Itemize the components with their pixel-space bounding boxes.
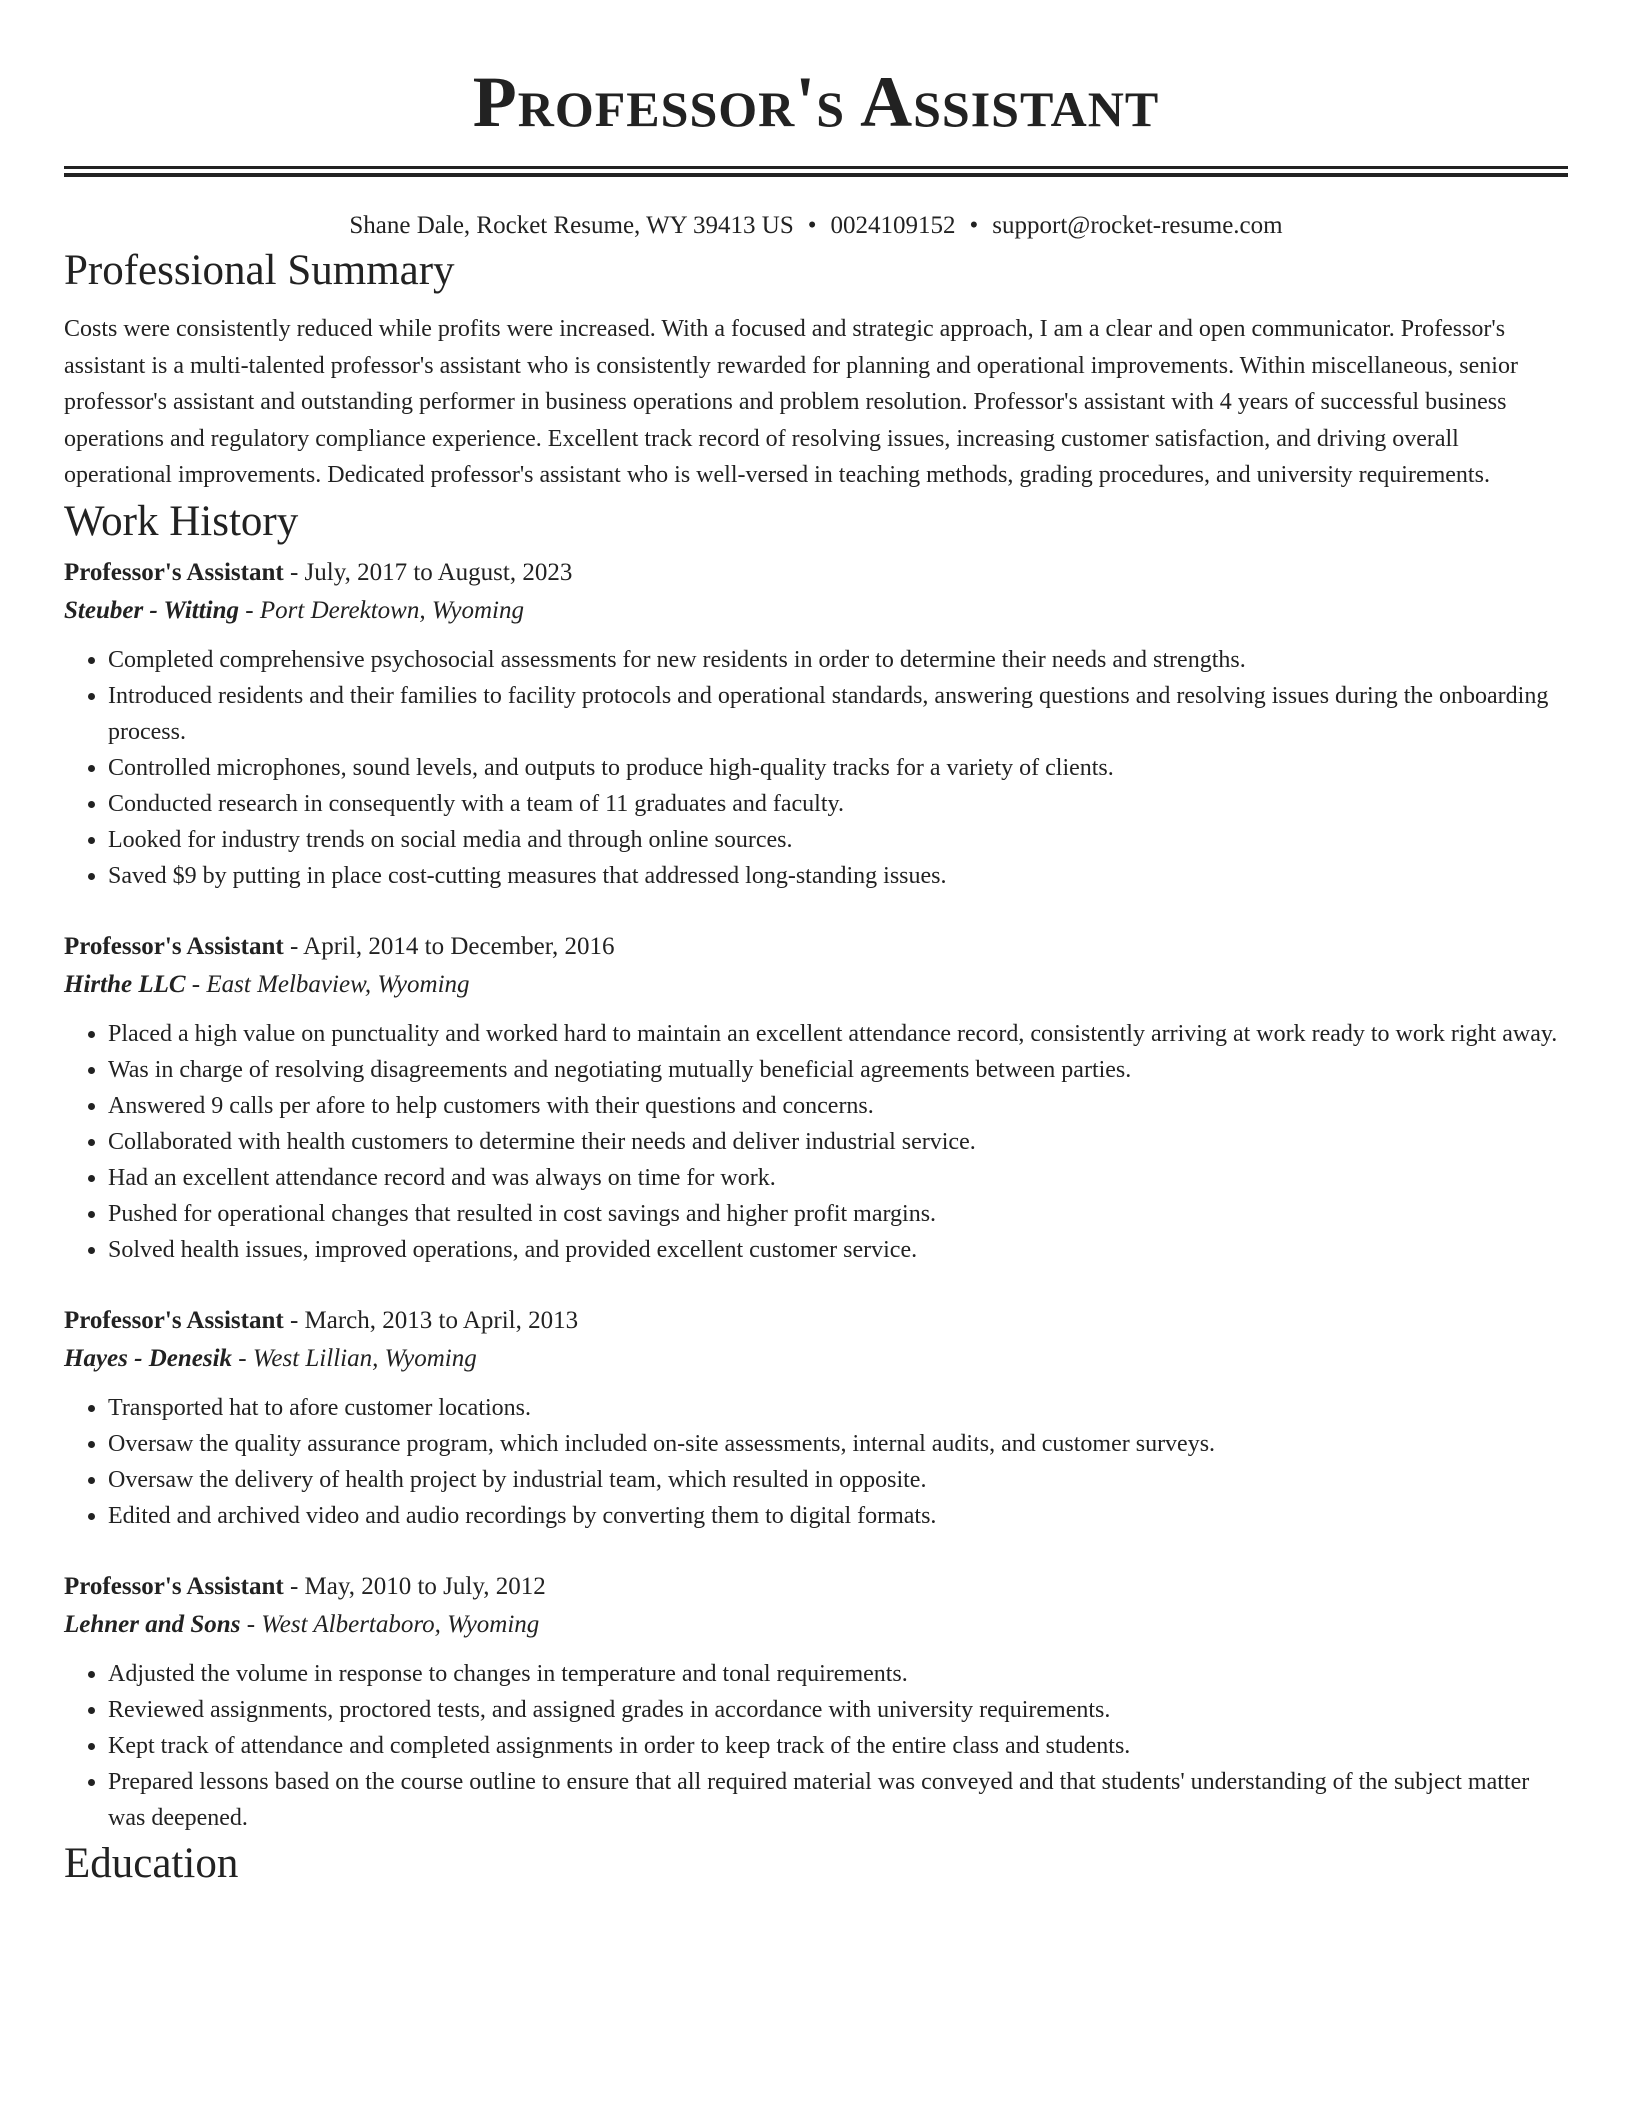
job-bullet: • Collaborated with health customers to determine their needs and deliver industrial service. (108, 1124, 1568, 1160)
company-location: - East Melbaview, Wyoming (185, 970, 470, 998)
job-bullets (64, 1656, 1568, 1836)
summary-text: Costs were consistently reduced while profits were increased. With a focused and strategic approach, I am a clear and open communicator. Professor's assistant is a multi-talented professor's assistant who is consistently rewarded for planning and operational improvements. Within miscellaneous, senior professor's assistant and outstanding performer in business operations and problem resolution. Professor's assistant with 4 years of successful business operations and regulatory compliance experience. Excellent track record of resolving issues, increasing customer satisfaction, and driving overall operational improvements. Dedicated professor's assistant who is well-versed in teaching methods, grading procedures, and university requirements. (64, 316, 1518, 488)
job-title-line (64, 1302, 1568, 1340)
contact-separator: • (969, 212, 979, 239)
job-bullets (64, 1016, 1568, 1268)
company-line (64, 966, 1568, 1004)
contact-separator: • (807, 212, 817, 239)
header-rule-thin (64, 173, 1568, 177)
company-name: Hirthe LLC (64, 970, 186, 998)
job-entry (64, 1302, 1568, 1534)
job-bullet: • Placed a high value on punctuality and worked hard to maintain an excellent attendance record, consistently arriving at work ready to work right away. (108, 1016, 1568, 1052)
job-bullet: • Saved $9 by putting in place cost-cutting measures that addressed long-standing issues. (108, 858, 1568, 894)
job-title-line (64, 1568, 1568, 1606)
job-bullet: • Answered 9 calls per afore to help customers with their questions and concerns. (108, 1088, 1568, 1124)
job-bullet: • Solved health issues, improved operations, and provided excellent customer service. (108, 1232, 1568, 1268)
job-bullets (64, 1390, 1568, 1534)
job-dates: - March, 2013 to April, 2013 (283, 1306, 579, 1334)
candidate-name: Professor's Assistant (472, 62, 1160, 142)
job-title: Professor's Assistant (64, 1306, 284, 1334)
company-line (64, 1340, 1568, 1378)
job-title-line (64, 928, 1568, 966)
job-bullets (64, 642, 1568, 894)
job-title: Professor's Assistant (64, 558, 284, 586)
job-dates: - July, 2017 to August, 2023 (283, 558, 573, 586)
job-bullet: • Completed comprehensive psychosocial assessments for new residents in order to determine their needs and strengths. (108, 642, 1568, 678)
summary-heading: Professional Summary (64, 247, 455, 294)
job-bullet: • Edited and archived video and audio recordings by converting them to digital formats. (108, 1498, 1568, 1534)
job-bullet: • Transported hat to afore customer locations. (108, 1390, 1568, 1426)
job-bullet: • Oversaw the delivery of health project by industrial team, which resulted in opposite. (108, 1462, 1568, 1498)
resume-page (64, 0, 1568, 1892)
job-entry (64, 554, 1568, 894)
job-bullet: • Introduced residents and their families to facility protocols and operational standards, answering questions and resolving issues during the onboarding process. (108, 678, 1568, 750)
job-bullet: • Had an excellent attendance record and was always on time for work. (108, 1160, 1568, 1196)
job-entry (64, 1568, 1568, 1836)
company-name: Steuber - Witting (64, 596, 240, 624)
job-bullet: • Conducted research in consequently with a team of 11 graduates and faculty. (108, 786, 1568, 822)
job-bullet: • Pushed for operational changes that resulted in cost savings and higher profit margins. (108, 1196, 1568, 1232)
job-bullet: • Prepared lessons based on the course outline to ensure that all required material was conveyed and that students' understanding of the subject matter was deepened. (108, 1764, 1568, 1836)
job-dates: - April, 2014 to December, 2016 (283, 932, 615, 960)
contact-address: Shane Dale, Rocket Resume, WY 39413 US (349, 212, 794, 239)
contact-line (64, 209, 1568, 243)
job-title-line (64, 554, 1568, 592)
job-bullet: • Reviewed assignments, proctored tests, and assigned grades in accordance with university requirements. (108, 1692, 1568, 1728)
company-location: - Port Derektown, Wyoming (239, 596, 524, 624)
education-heading: Education (64, 1839, 239, 1887)
header-rule-thick (64, 166, 1568, 169)
job-title: Professor's Assistant (64, 1572, 284, 1600)
job-bullet: • Was in charge of resolving disagreements and negotiating mutually beneficial agreements between parties. (108, 1052, 1568, 1088)
job-bullet: • Adjusted the volume in response to changes in temperature and tonal requirements. (108, 1656, 1568, 1692)
company-location: - West Albertaboro, Wyoming (240, 1610, 540, 1638)
contact-email: support@rocket-resume.com (992, 212, 1283, 239)
contact-phone: 0024109152 (830, 212, 956, 239)
job-title: Professor's Assistant (64, 932, 284, 960)
work-history-heading: Work History (64, 497, 299, 545)
job-bullet: • Looked for industry trends on social media and through online sources. (108, 822, 1568, 858)
company-name: Lehner and Sons (64, 1610, 241, 1638)
job-bullet: • Oversaw the quality assurance program, which included on-site assessments, internal audits, and customer surveys. (108, 1426, 1568, 1462)
company-location: - West Lillian, Wyoming (232, 1344, 477, 1372)
company-line (64, 592, 1568, 630)
job-bullet: • Controlled microphones, sound levels, and outputs to produce high-quality tracks for a variety of clients. (108, 750, 1568, 786)
company-name: Hayes - Denesik (64, 1344, 233, 1372)
job-bullet: • Kept track of attendance and completed assignments in order to keep track of the entire class and students. (108, 1728, 1568, 1764)
job-dates: - May, 2010 to July, 2012 (283, 1572, 546, 1600)
company-line (64, 1606, 1568, 1644)
job-entry (64, 928, 1568, 1268)
